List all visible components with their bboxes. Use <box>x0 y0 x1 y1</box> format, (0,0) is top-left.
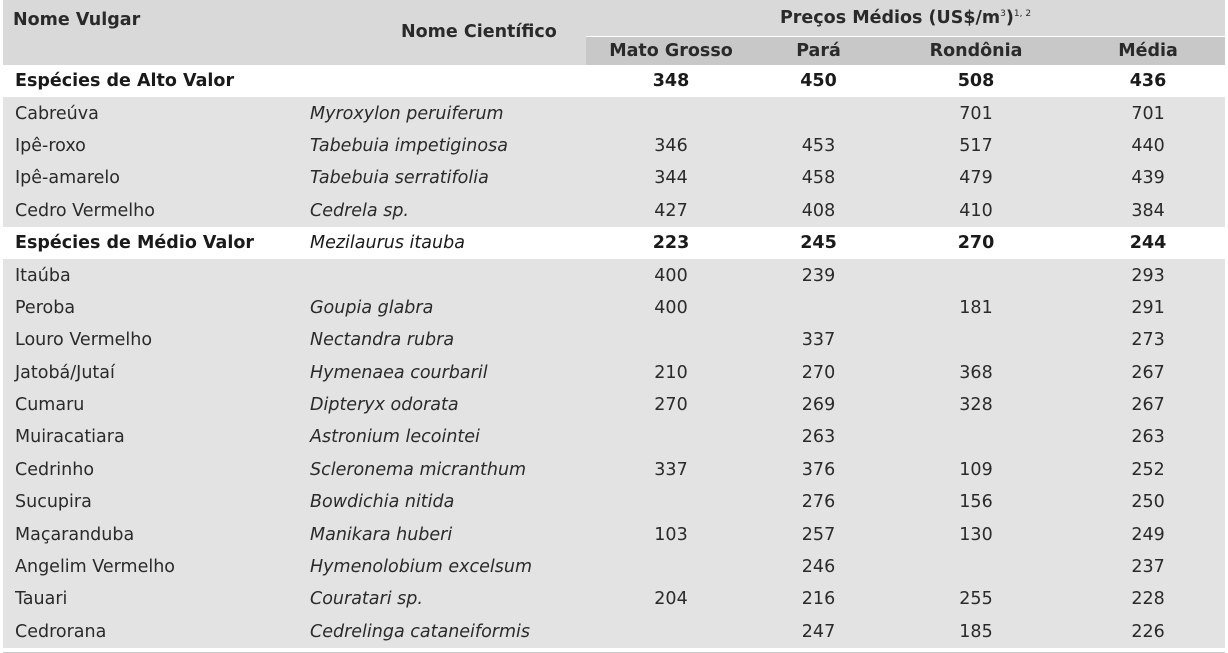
cell-rondonia: 109 <box>959 459 993 480</box>
table-row <box>3 195 1225 227</box>
cell-scientific-name: Dipteryx odorata <box>310 395 459 416</box>
cell-rondonia: 270 <box>957 233 995 254</box>
cell-mato-grosso: 223 <box>652 233 690 254</box>
cell-mato-grosso <box>586 551 756 583</box>
cell-common-name: Cumaru <box>15 395 85 416</box>
table-row <box>3 162 1225 194</box>
cell-mato-grosso: 400 <box>654 297 688 318</box>
group-row <box>3 65 1225 97</box>
cell-media: 439 <box>1131 168 1165 189</box>
header-unit-superscript: 3 <box>1000 9 1006 20</box>
cell-para: 450 <box>800 71 837 92</box>
cell-media: 263 <box>1131 427 1165 448</box>
cell-rondonia: 479 <box>959 168 993 189</box>
table-row <box>3 130 1225 162</box>
cell-para <box>756 292 881 324</box>
cell-rondonia: 368 <box>959 362 993 383</box>
table-row <box>3 357 1225 389</box>
price-table-container <box>3 0 1225 648</box>
cell-common-name: Cedrorana <box>15 621 107 642</box>
cell-scientific-name: Nectandra rubra <box>310 330 455 351</box>
cell-scientific-name: Cedrelinga cataneiformis <box>310 621 531 642</box>
cell-rondonia <box>881 324 1071 356</box>
cell-scientific-name: Manikara huberi <box>310 524 453 545</box>
cell-rondonia: 328 <box>959 395 993 416</box>
cell-media: 440 <box>1131 135 1165 156</box>
cell-para: 276 <box>801 492 836 513</box>
cell-mato-grosso <box>586 616 756 648</box>
table-row <box>3 486 1225 518</box>
table-row <box>3 616 1225 648</box>
table-header <box>3 0 1225 65</box>
cell-mato-grosso: 344 <box>654 168 688 189</box>
table-row <box>3 324 1225 356</box>
cell-mato-grosso: 270 <box>654 395 688 416</box>
cell-common-name: Tauari <box>15 589 68 610</box>
header-mato-grosso: Mato Grosso <box>586 37 756 66</box>
table-row <box>3 292 1225 324</box>
cell-mato-grosso: 346 <box>654 135 688 156</box>
cell-mato-grosso <box>586 486 756 518</box>
cell-mato-grosso: 348 <box>652 71 690 92</box>
cell-para: 458 <box>801 168 836 189</box>
cell-media: 250 <box>1131 492 1165 513</box>
cell-mato-grosso: 400 <box>654 265 688 286</box>
cell-rondonia: 181 <box>959 297 993 318</box>
cell-mato-grosso: 103 <box>654 524 688 545</box>
header-common-name: Nome Vulgar <box>3 0 293 65</box>
cell-mato-grosso: 427 <box>654 200 688 221</box>
cell-scientific-name: Couratari sp. <box>310 589 423 610</box>
cell-common-name: Cedro Vermelho <box>15 200 155 221</box>
cell-mato-grosso: 337 <box>654 459 688 480</box>
cell-media: 701 <box>1131 103 1165 124</box>
table-row <box>3 421 1225 453</box>
header-average-prices-label: Preços Médios (US$/m <box>779 8 1001 28</box>
cell-rondonia <box>881 259 1071 291</box>
cell-common-name: Peroba <box>15 297 76 318</box>
cell-rondonia: 255 <box>959 589 993 610</box>
cell-para: 408 <box>801 200 836 221</box>
header-footnote-ref: 1, 2 <box>1013 9 1032 20</box>
cell-scientific-name: Goupia glabra <box>310 297 434 318</box>
cell-rondonia: 517 <box>959 135 993 156</box>
cell-para: 263 <box>801 427 836 448</box>
table-row <box>3 518 1225 550</box>
table-row <box>3 97 1225 129</box>
table-row <box>3 454 1225 486</box>
cell-para: 246 <box>801 557 836 578</box>
cell-scientific-name: Tabebuia impetiginosa <box>310 135 508 156</box>
cell-rondonia <box>881 551 1071 583</box>
cell-rondonia: 508 <box>957 71 995 92</box>
cell-para: 216 <box>801 589 836 610</box>
cell-common-name: Muiracatiara <box>15 427 125 448</box>
cell-media: 228 <box>1131 589 1165 610</box>
cell-media: 273 <box>1131 330 1165 351</box>
cell-scientific-name: Tabebuia serratifolia <box>310 168 489 189</box>
cell-para: 247 <box>801 621 836 642</box>
cell-scientific-name <box>293 65 586 97</box>
cell-media: 291 <box>1131 297 1165 318</box>
cell-media: 237 <box>1131 557 1165 578</box>
cell-common-name: Espécies de Médio Valor <box>15 233 254 254</box>
header-average-prices <box>586 0 1225 37</box>
table-body <box>3 65 1225 648</box>
header-rondonia: Rondônia <box>881 37 1071 66</box>
cell-mato-grosso <box>586 97 756 129</box>
cell-scientific-name: Hymenolobium excelsum <box>310 557 532 578</box>
cell-media: 252 <box>1131 459 1165 480</box>
cell-mato-grosso <box>586 421 756 453</box>
cell-para: 453 <box>801 135 836 156</box>
cell-scientific-name: Myroxylon peruiferum <box>310 103 504 124</box>
cell-media: 267 <box>1131 395 1165 416</box>
table-row <box>3 583 1225 615</box>
cell-common-name: Espécies de Alto Valor <box>15 71 235 92</box>
cell-media: 384 <box>1131 200 1165 221</box>
cell-media: 267 <box>1131 362 1165 383</box>
cell-common-name: Jatobá/Jutaí <box>15 362 115 383</box>
cell-scientific-name <box>293 259 586 291</box>
cell-para: 257 <box>801 524 836 545</box>
cell-common-name: Sucupira <box>15 492 92 513</box>
cell-common-name: Louro Vermelho <box>15 330 153 351</box>
cell-scientific-name: Cedrela sp. <box>310 200 409 221</box>
cell-media: 293 <box>1131 265 1165 286</box>
cell-common-name: Cabreúva <box>15 103 99 124</box>
cell-para: 376 <box>801 459 836 480</box>
cell-common-name: Maçaranduba <box>15 524 135 545</box>
cell-scientific-name: Scleronema micranthum <box>310 459 527 480</box>
cell-para: 337 <box>801 330 836 351</box>
cell-mato-grosso <box>586 324 756 356</box>
header-scientific-name: Nome Científico <box>293 0 586 65</box>
cell-common-name: Itaúba <box>15 265 71 286</box>
cell-mato-grosso: 204 <box>654 589 688 610</box>
header-para: Pará <box>756 37 881 66</box>
cell-media: 249 <box>1131 524 1165 545</box>
cell-common-name: Ipê-amarelo <box>15 168 120 189</box>
cell-para: 245 <box>800 233 837 254</box>
group-row <box>3 227 1225 259</box>
cell-rondonia: 185 <box>959 621 993 642</box>
cell-mato-grosso: 210 <box>654 362 688 383</box>
cell-para: 270 <box>801 362 836 383</box>
cell-para: 239 <box>801 265 836 286</box>
cell-rondonia: 130 <box>959 524 993 545</box>
cell-scientific-name: Mezilaurus itauba <box>310 233 465 254</box>
header-media: Média <box>1071 37 1225 66</box>
price-table <box>3 0 1225 648</box>
table-row <box>3 389 1225 421</box>
header-average-prices-close: ) <box>1005 8 1014 28</box>
cell-para <box>756 97 881 129</box>
cell-para: 269 <box>801 395 836 416</box>
cell-common-name: Ipê-roxo <box>15 135 86 156</box>
cell-common-name: Angelim Vermelho <box>15 557 176 578</box>
cell-common-name: Cedrinho <box>15 459 95 480</box>
cell-rondonia: 701 <box>959 103 993 124</box>
cell-media: 244 <box>1129 233 1167 254</box>
cell-rondonia: 156 <box>959 492 993 513</box>
cell-rondonia <box>881 421 1071 453</box>
cell-rondonia: 410 <box>959 200 993 221</box>
table-row <box>3 551 1225 583</box>
cell-media: 436 <box>1129 71 1167 92</box>
table-row <box>3 259 1225 291</box>
cell-scientific-name: Bowdichia nitida <box>310 492 455 513</box>
cell-scientific-name: Hymenaea courbaril <box>310 362 488 383</box>
cell-media: 226 <box>1131 621 1165 642</box>
cell-scientific-name: Astronium lecointei <box>310 427 480 448</box>
